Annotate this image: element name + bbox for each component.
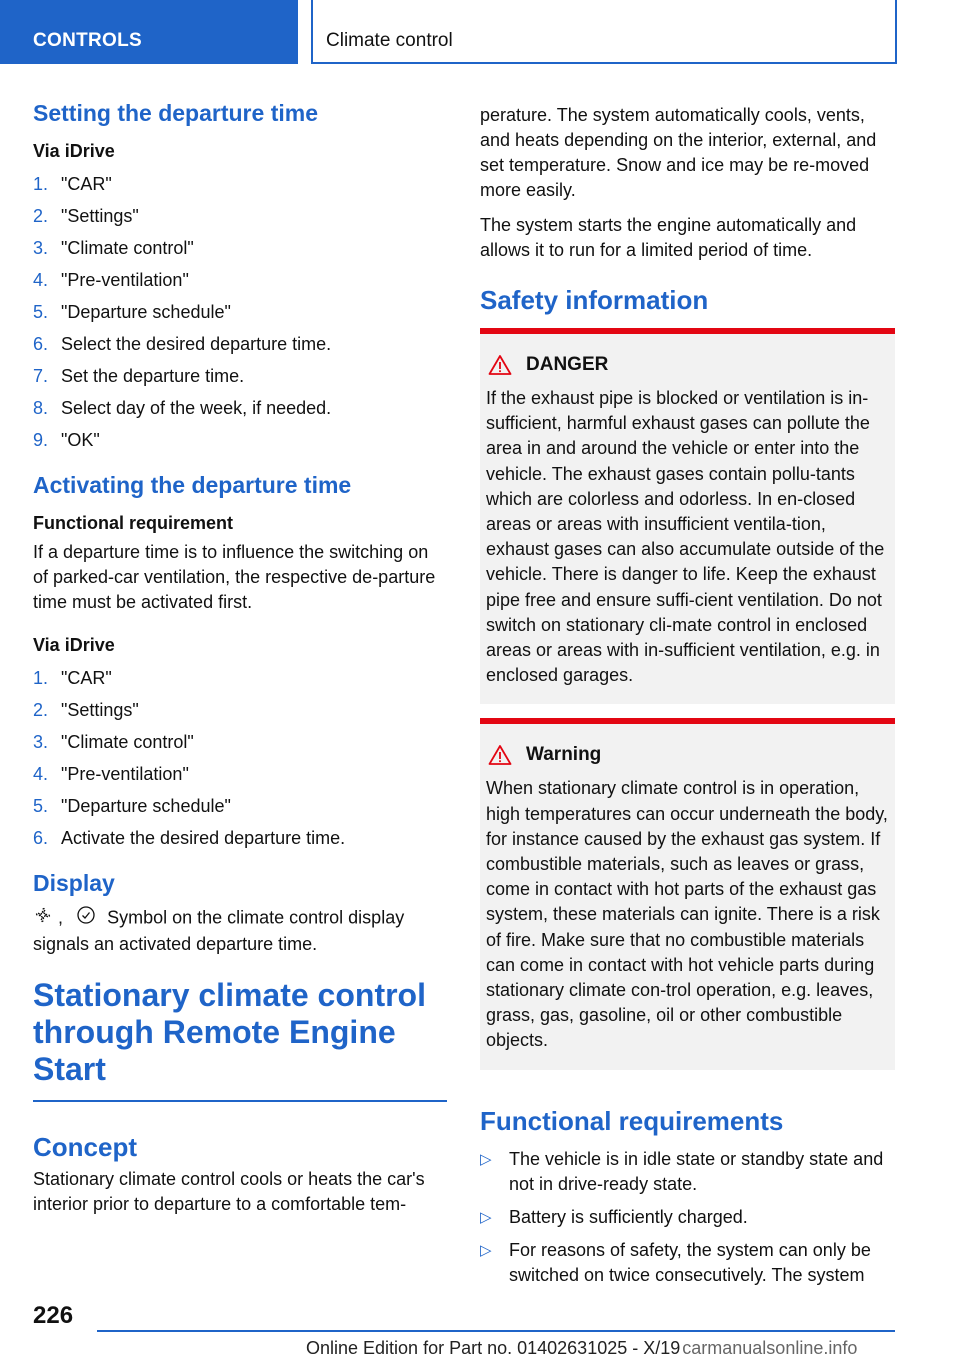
left-column	[33, 100, 447, 1227]
step-number: 1.	[33, 668, 49, 688]
step-number: 5.	[33, 796, 49, 816]
display-description-2: signals an activated departure time.	[33, 934, 318, 954]
step-text: Set the departure time.	[61, 366, 245, 386]
requirement-item	[480, 1205, 895, 1230]
step-text: Select day of the week, if needed.	[61, 398, 332, 418]
triangle-bullet-icon: ▷	[480, 1241, 492, 1259]
display-separator: ,	[58, 907, 64, 928]
triangle-bullet-icon: ▷	[480, 1208, 492, 1226]
requirement-item	[480, 1147, 895, 1197]
requirements-list	[480, 1147, 895, 1288]
step-number: 5.	[33, 302, 49, 322]
step-item	[33, 232, 447, 264]
step-item	[33, 694, 447, 726]
step-number: 9.	[33, 430, 49, 450]
warning-box	[480, 718, 895, 1069]
step-number: 3.	[33, 238, 49, 258]
stationary-climate-title: Stationary climate control through Remote Engine Start	[33, 977, 447, 1102]
step-item	[33, 168, 447, 200]
functional-requirements-title: Functional requirements	[480, 1105, 784, 1136]
activating-departure-title: Activating the departure time	[33, 472, 352, 498]
steps-list-2	[33, 662, 447, 854]
step-number: 2.	[33, 206, 49, 226]
step-text: "Pre-ventilation"	[61, 270, 189, 290]
step-number: 1.	[33, 174, 49, 194]
step-number: 2.	[33, 700, 49, 720]
step-item	[33, 392, 447, 424]
triangle-bullet-icon: ▷	[480, 1150, 492, 1168]
step-number: 4.	[33, 270, 49, 290]
concept-continued-2: The system starts the engine automatically and allows it to run for a limited period of time.	[480, 215, 857, 260]
display-description: Symbol on the climate control display	[107, 907, 405, 928]
edition-text: Online Edition for Part no. 01402631025 - X/19	[306, 1338, 681, 1358]
fan-schedule-icon	[33, 905, 53, 932]
warning-triangle-icon	[488, 744, 512, 766]
via-idrive-heading-2: Via iDrive	[33, 635, 115, 655]
chapter-label: Climate control	[326, 30, 453, 51]
chapter-tab	[311, 0, 897, 64]
step-text: Select the desired departure time.	[61, 334, 332, 354]
step-number: 8.	[33, 398, 49, 418]
concept-title: Concept	[33, 1132, 137, 1162]
footer-divider	[97, 1330, 895, 1332]
step-number: 3.	[33, 732, 49, 752]
step-text: "Climate control"	[61, 238, 194, 258]
step-item	[33, 296, 447, 328]
section-label: CONTROLS	[33, 30, 143, 51]
concept-text: Stationary climate control cools or heats the car's interior prior to departure to a comfortable tem-	[33, 1169, 425, 1214]
step-number: 4.	[33, 764, 49, 784]
page-number: 226	[33, 1302, 74, 1329]
step-item	[33, 328, 447, 360]
functional-requirement-text: If a departure time is to influence the switching on of parked-car ventilation, the respective de-parture time must be activated first.	[33, 542, 436, 612]
step-text: "CAR"	[61, 668, 112, 688]
setting-departure-title: Setting the departure time	[33, 100, 318, 126]
danger-box	[480, 328, 895, 704]
step-text: "Settings"	[61, 206, 139, 226]
step-item	[33, 726, 447, 758]
step-text: "Departure schedule"	[61, 302, 231, 322]
via-idrive-heading-1: Via iDrive	[33, 141, 115, 161]
display-text	[33, 905, 447, 957]
safety-information-title: Safety information	[480, 285, 709, 315]
requirement-text: The vehicle is in idle state or standby state and not in drive-ready state.	[509, 1148, 884, 1194]
step-text: "Settings"	[61, 700, 139, 720]
steps-list-1	[33, 168, 447, 456]
display-title: Display	[33, 870, 115, 896]
requirement-text: For reasons of safety, the system can only be switched on twice consecutively. The system	[509, 1239, 871, 1285]
step-number: 6.	[33, 828, 49, 848]
danger-label: DANGER	[526, 354, 609, 375]
step-text: "Pre-ventilation"	[61, 764, 189, 784]
section-tab	[0, 0, 298, 64]
clock-check-icon	[76, 905, 96, 932]
step-item	[33, 758, 447, 790]
step-text: Activate the desired departure time.	[61, 828, 346, 848]
step-text: "OK"	[61, 430, 100, 450]
concept-continued: perature. The system automatically cools, vents, and heats depending on the interior, external, and set temperature. Snow and ice may be re-moved more easily.	[480, 105, 877, 200]
functional-requirement-heading: Functional requirement	[33, 513, 234, 533]
requirement-item	[480, 1238, 895, 1288]
step-item	[33, 264, 447, 296]
warning-text: When stationary climate control is in operation, high temperatures can occur underneath the body, for instance caused by the exhaust gas system. If combustible materials, such as leaves or grass, come in contact with hot parts of the exhaust gas system, these materials can ignite. There is a risk of fire. Make sure that no combustible materials can come in contact with hot vehicle parts during stationary climate con-trol operation, e.g. leaves, grass, gas, gasoline, oil or other combustible objects.	[486, 778, 888, 1051]
step-item	[33, 360, 447, 392]
requirement-text: Battery is sufficiently charged.	[509, 1206, 748, 1227]
step-number: 7.	[33, 366, 49, 386]
warning-label: Warning	[526, 744, 602, 766]
step-item	[33, 200, 447, 232]
step-item	[33, 662, 447, 694]
watermark-link[interactable]: carmanualsonline.info	[682, 1338, 858, 1358]
danger-text: If the exhaust pipe is blocked or ventilation is in-sufficient, harmful exhaust gases can pollute the area in and around the vehicle or enter into the vehicle. The exhaust gases contain pollu-tants which are colorless and odorless. In en-closed areas or areas with insufficient ventila-tion, exhaust gases can also accumulate outside of the vehicle. There is danger to life. Keep the exhaust pipe free and ensure suffi-cient ventilation. Do not switch on stationary cli-mate control in enclosed areas or areas with in-sufficient ventilation, e.g. in enclosed garages.	[486, 388, 885, 686]
footer-edition	[306, 1338, 857, 1359]
step-text: "Climate control"	[61, 732, 194, 752]
right-column	[480, 103, 895, 1296]
step-number: 6.	[33, 334, 49, 354]
step-text: "CAR"	[61, 174, 112, 194]
warning-triangle-icon	[488, 354, 512, 376]
step-item	[33, 424, 447, 456]
step-text: "Departure schedule"	[61, 796, 231, 816]
step-item	[33, 790, 447, 822]
step-item	[33, 822, 447, 854]
